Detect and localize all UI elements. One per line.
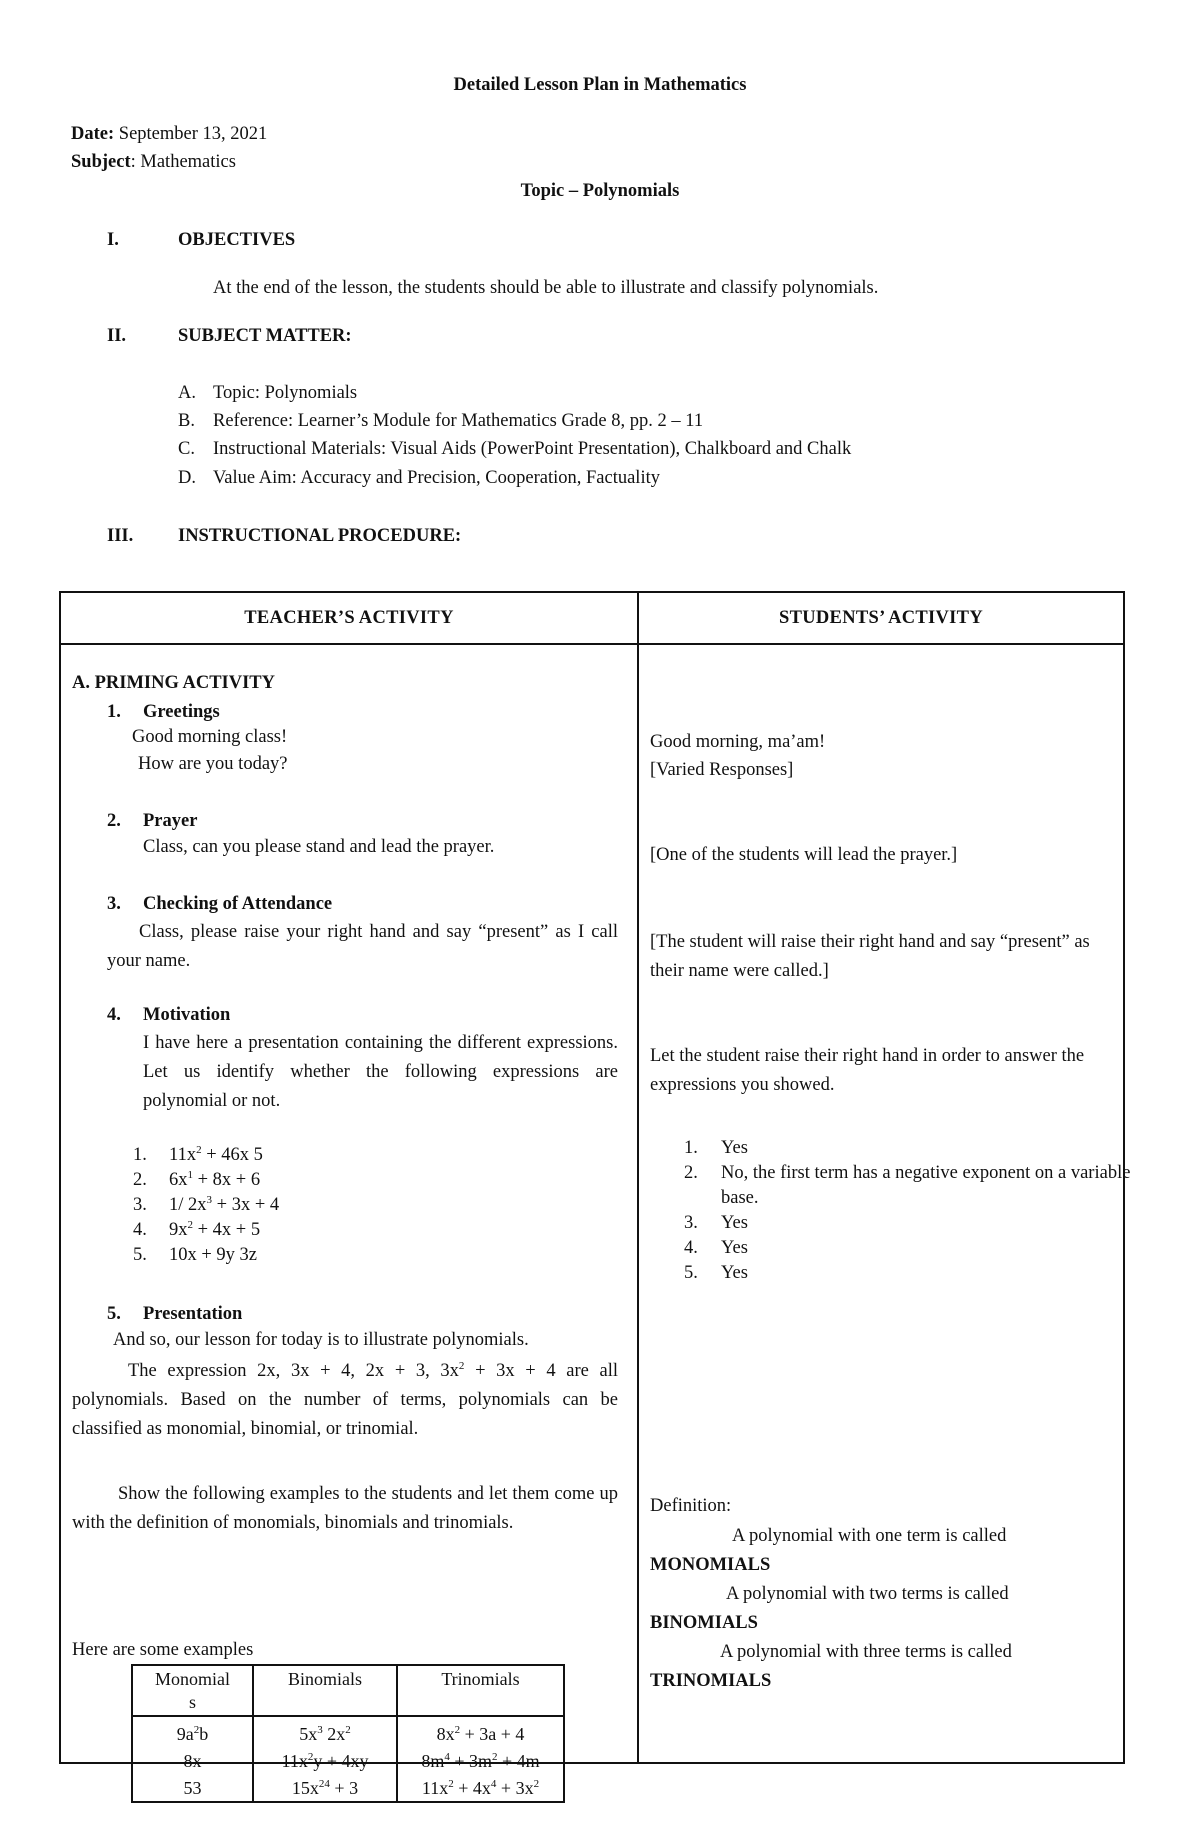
expression-item: $9x^2 + 4x + 5$ (169, 1218, 261, 1240)
list-letter: A. (178, 383, 196, 403)
step-number: 5. (107, 1304, 121, 1324)
definition-binomials: A polynomial with two terms is called BINOMIALS (650, 1584, 1009, 1633)
table-row (132, 1748, 564, 1775)
greetings-heading: Greetings (143, 702, 220, 722)
teacher-activity-header: TEACHER’S ACTIVITY (60, 592, 638, 644)
prayer-text: Class, can you please stand and lead the prayer. (143, 837, 495, 857)
subject-matter-heading: SUBJECT MATTER: (178, 326, 352, 346)
section-number: III. (107, 526, 134, 546)
list-item: Topic: Polynomials (213, 383, 358, 403)
step-number: 3. (107, 894, 121, 914)
definition-trinomials: A polynomial with three terms is called TRINOMIALS (650, 1642, 1012, 1691)
examples-table (131, 1664, 565, 1803)
list-letter: B. (178, 411, 195, 431)
step-number: 1. (107, 702, 121, 722)
activity-table (59, 591, 1131, 1798)
students-activity-cell (638, 644, 1131, 1763)
example-cell: $11x^2 + 4x^4 + 3x^2$ (397, 1775, 564, 1803)
list-item: Instructional Materials: Visual Aids (PowerPoint Presentation), Chalkboard and Chalk (213, 439, 852, 459)
table-row (132, 1716, 564, 1748)
expression-number: 4. (133, 1220, 147, 1240)
example-cell: $8m^4 + 3m^2 + 4m$ (397, 1748, 564, 1775)
list-letter: C. (178, 439, 195, 459)
expression-number: 3. (133, 1195, 147, 1215)
presentation-line: And so, our lesson for today is to illustrate polynomials. (113, 1330, 529, 1350)
example-cell: $15x^{24} + 3$ (253, 1775, 397, 1803)
expression-number: 5. (133, 1245, 147, 1265)
attendance-text: Class, please raise your right hand and say “present” as I call your name. (107, 922, 618, 971)
greetings-line: Good morning class! (132, 727, 288, 747)
date-line (71, 122, 267, 146)
students-response: Let the student raise their right hand in order to answer the expressions you showed. (650, 1046, 1085, 1095)
objectives-heading: OBJECTIVES (178, 230, 296, 250)
answer-item: Yes (721, 1213, 748, 1233)
document-title: Detailed Lesson Plan in Mathematics (453, 75, 747, 95)
list-letter: D. (178, 468, 196, 488)
topic-heading: Topic – Polynomials (520, 181, 680, 201)
example-cell: $8x^2 + 3a + 4$ (397, 1716, 564, 1748)
answer-item: Yes (721, 1263, 748, 1283)
students-response: Good morning, ma’am! (650, 732, 826, 752)
answer-item: Yes (721, 1138, 748, 1158)
prayer-heading: Prayer (143, 811, 198, 831)
examples-label: Here are some examples (72, 1640, 254, 1660)
show-examples-paragraph: Show the following examples to the students and let them come up with the definition of monomials, binomials and trinomials. (72, 1484, 618, 1533)
examples-header-monomials: Monomial s (132, 1665, 253, 1716)
answer-number: 5. (684, 1263, 698, 1283)
date-label: Date: (71, 124, 115, 144)
answer-number: 1. (684, 1138, 698, 1158)
subject-value: : Mathematics (130, 152, 236, 172)
table-row (132, 1775, 564, 1803)
definition-monomials: A polynomial with one term is called MONOMIALS (650, 1526, 1007, 1575)
presentation-heading: Presentation (143, 1304, 243, 1324)
students-response: [Varied Responses] (650, 760, 794, 780)
answer-item: No, the first term has a negative exponent on a variable base. (721, 1163, 1131, 1208)
section-number: I. (107, 230, 119, 250)
step-number: 2. (107, 811, 121, 831)
attendance-heading: Checking of Attendance (143, 894, 333, 914)
students-response: [One of the students will lead the prayer.] (650, 845, 958, 865)
example-cell: $9a^2b$ (132, 1716, 253, 1748)
motivation-heading: Motivation (143, 1005, 231, 1025)
expression-item: 1/ $2x^3 + 3x + 4$ (169, 1193, 280, 1215)
expression-item: $11x^2 + 46x$ 5 (169, 1143, 263, 1165)
expression-number: 1. (133, 1145, 147, 1165)
presentation-paragraph: The expression 2x, 3x + 4, 2x + 3, $3x^2 + 3x + 4$ are all polynomials. Based on the number of terms, polynomials can be classified as monomial, binomial, or trinomial. (72, 1359, 618, 1439)
teacher-activity-cell (60, 644, 638, 1798)
objectives-text: At the end of the lesson, the students should be able to illustrate and classify polynomials. (213, 278, 879, 298)
answer-item: Yes (721, 1238, 748, 1258)
list-item: Value Aim: Accuracy and Precision, Cooperation, Factuality (213, 468, 660, 488)
expression-item: $6x^1 + 8x + 6$ (169, 1168, 261, 1190)
examples-header-binomials: Binomials (253, 1665, 397, 1716)
students-response: [The student will raise their right hand and say “present” as their name were called.] (650, 932, 1090, 981)
subject-label: Subject (71, 152, 131, 172)
answer-number: 4. (684, 1238, 698, 1258)
motivation-text: I have here a presentation containing the different expressions. Let us identify whether the following expressions are polynomial or not. (143, 1033, 618, 1111)
examples-header-trinomials: Trinomials (397, 1665, 564, 1716)
expression-item: 10x + 9y 3z (169, 1245, 258, 1265)
priming-heading: A. PRIMING ACTIVITY (72, 673, 276, 693)
answer-number: 2. (684, 1163, 698, 1183)
example-cell: $11x^2y + 4xy$ (253, 1748, 397, 1775)
students-activity-header: STUDENTS’ ACTIVITY (638, 592, 1124, 644)
greetings-line: How are you today? (138, 754, 288, 774)
example-cell: 53 (132, 1775, 253, 1803)
procedure-heading: INSTRUCTIONAL PROCEDURE: (178, 526, 462, 546)
expression-number: 2. (133, 1170, 147, 1190)
step-number: 4. (107, 1005, 121, 1025)
list-item: Reference: Learner’s Module for Mathematics Grade 8, pp. 2 – 11 (213, 411, 704, 431)
date-value: September 13, 2021 (114, 124, 268, 144)
answer-number: 3. (684, 1213, 698, 1233)
definition-label: Definition: (650, 1496, 732, 1516)
subject-line (71, 150, 236, 174)
example-cell: $5x^3$ $2x^2$ (253, 1716, 397, 1748)
example-cell: 8x (132, 1748, 253, 1775)
section-number: II. (107, 326, 127, 346)
